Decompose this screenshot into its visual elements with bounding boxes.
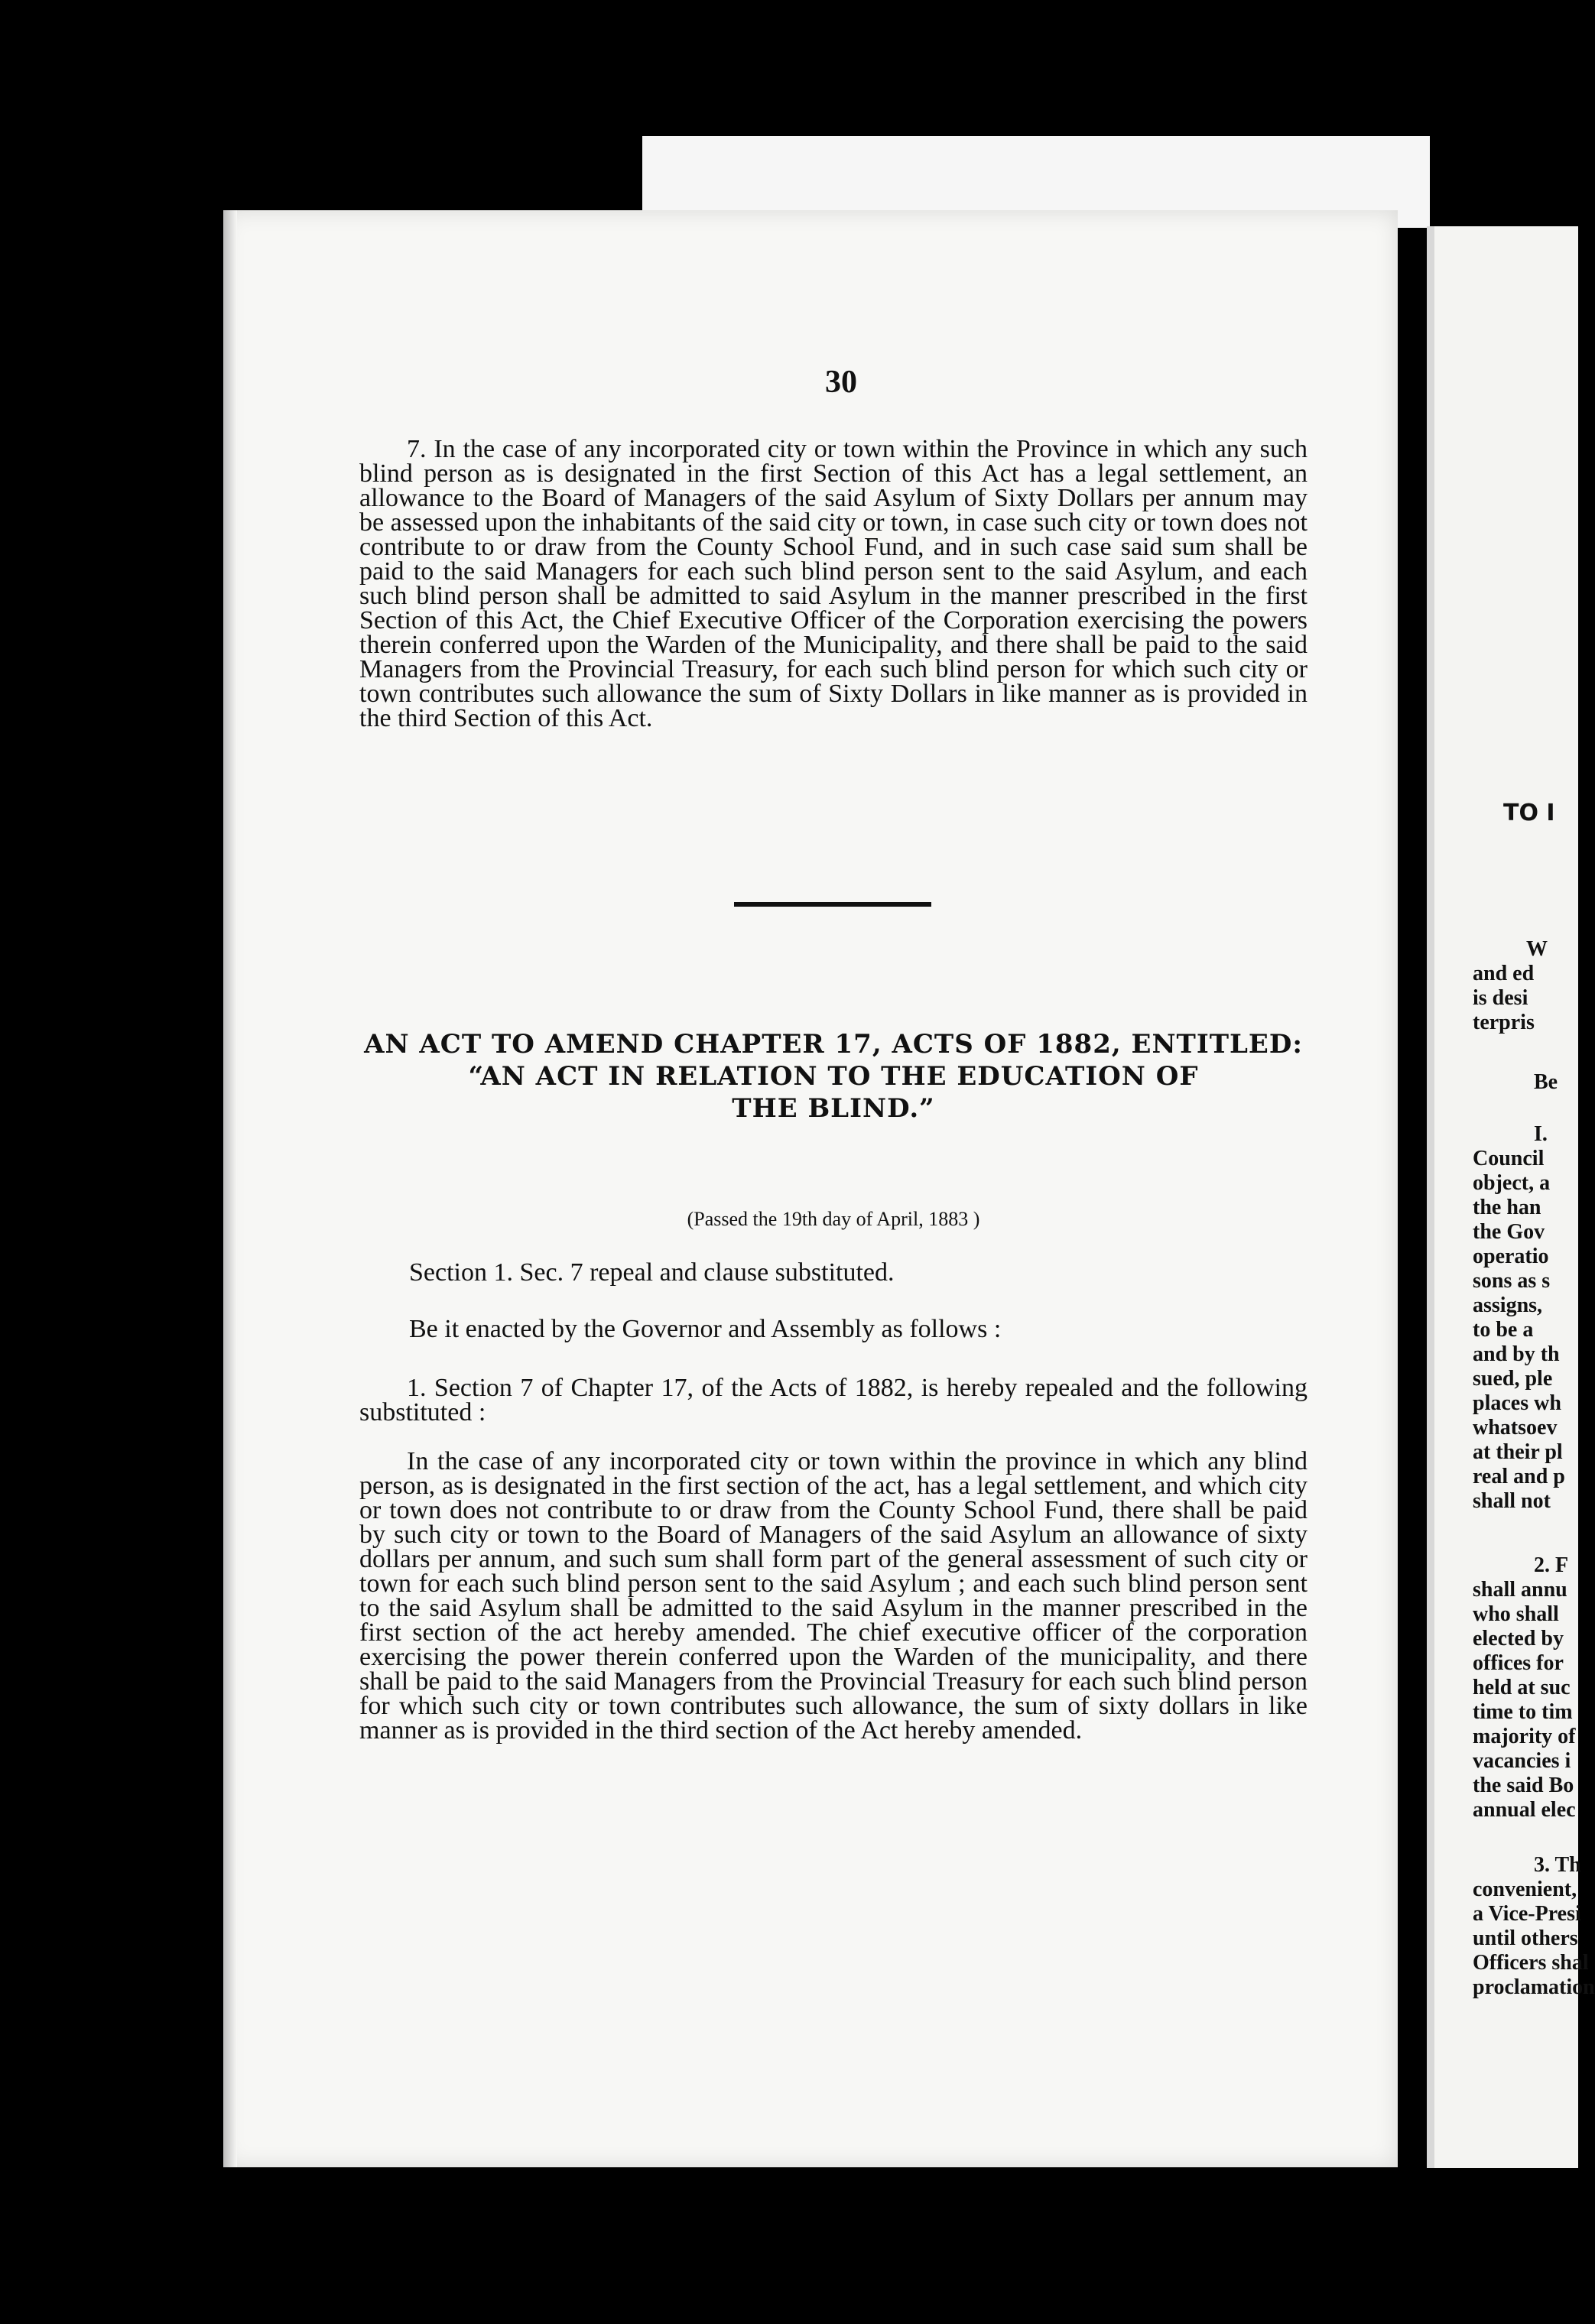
adjacent-line: at their pl xyxy=(1473,1440,1563,1464)
adjacent-line: offices for xyxy=(1473,1651,1564,1675)
adjacent-line: operatio xyxy=(1473,1245,1549,1268)
act-title-line-1: AN ACT TO AMEND CHAPTER 17, ACTS OF 1882, ENTITLED: xyxy=(364,1029,1303,1060)
adjacent-line: and ed xyxy=(1473,962,1535,985)
adjacent-line: proclamation xyxy=(1473,1975,1595,1999)
adjacent-block-3 xyxy=(1473,1553,1576,1823)
adjacent-line: sued, ple xyxy=(1473,1367,1553,1391)
adjacent-line: until others xyxy=(1473,1926,1578,1950)
adjacent-page-heading: TO I xyxy=(1503,800,1555,826)
adjacent-line: I. xyxy=(1534,1122,1548,1146)
adjacent-page xyxy=(1427,226,1595,2168)
adjacent-line: the han xyxy=(1473,1196,1541,1219)
adjacent-line: shall annu xyxy=(1473,1578,1567,1602)
adjacent-block-4 xyxy=(1473,1853,1595,2000)
adjacent-line: whatsoev xyxy=(1473,1416,1558,1440)
adjacent-block-2 xyxy=(1473,1122,1565,1514)
adjacent-line: annual elec xyxy=(1473,1798,1576,1822)
adjacent-line: places wh xyxy=(1473,1391,1561,1415)
adjacent-line: 2. F xyxy=(1534,1553,1569,1577)
adjacent-line: is desi xyxy=(1473,986,1528,1010)
adjacent-line: object, a xyxy=(1473,1171,1551,1195)
adjacent-line: and by th xyxy=(1473,1342,1560,1366)
adjacent-line: Council xyxy=(1473,1147,1545,1170)
adjacent-line: elected by xyxy=(1473,1627,1564,1650)
adjacent-line: convenient, xyxy=(1473,1878,1577,1901)
adjacent-line: real and p xyxy=(1473,1465,1565,1488)
adjacent-be: Be xyxy=(1534,1070,1558,1094)
adjacent-line: vacancies i xyxy=(1473,1749,1571,1773)
adjacent-line: time to tim xyxy=(1473,1700,1573,1724)
adjacent-line: the Gov xyxy=(1473,1220,1545,1244)
adjacent-line: the said Bo xyxy=(1473,1774,1574,1797)
adjacent-line: majority of xyxy=(1473,1725,1576,1748)
adjacent-line: terpris xyxy=(1473,1011,1535,1034)
clause-1: 1. Section 7 of Chapter 17, of the Acts of 1882, is hereby repealed and the following substituted : xyxy=(359,1374,1308,1427)
adjacent-line: a Vice-Presi xyxy=(1473,1902,1581,1926)
substituted-section: In the case of any incorporated city or town within the province in which any blind person, as is designated in the first section of the act, has a legal settlement, and which city or town does not contribute to or draw from the County School Fund, there shall be paid by such city or town to the Board of Managers of the said Asylum an allowance of sixty dollars per annum, and such sum shall form part of the general assessment of such city or town for each such blind person sent to the said Asylum ; and each such blind person sent to the said Asylum shall be admitted to the said Asylum in the manner prescribed in the first section of the act hereby amended. The chief executive officer of the corporation exercising the power therein conferred upon the Warden of the municipality, and there shall be paid to the said Managers from the Provincial Treasury for each such blind person for which such city or town contributes such allowance, the sum of sixty dollars in like manner as is provided in the third section of the Act hereby amended. xyxy=(359,1447,1308,1745)
section-7-paragraph: 7. In the case of any incorporated city or town within the Province in which any such blind person as is designated in the first Section of this Act has a legal settlement, an allowance to the Board of Managers of the said Asylum of Sixty Dollars per annum may be assessed upon the inhabitants of the said city or town, in case such city or town does not contribute to or draw from the County School Fund, and in such case said sum shall be paid to the said Managers for each such blind person sent to the said Asylum, and each such blind person shall be admitted to said Asylum in the manner prescribed in the first Section of this Act, the Chief Executive Officer of the Corporation exercising the powers therein conferred upon the Warden of the Municipality, and there shall be paid to the said Managers from the Provincial Treasury, for each such blind person for which such city or town contributes such allowance the sum of Sixty Dollars in like manner as is provided in the third Section of this Act. xyxy=(359,435,1308,732)
adjacent-line: held at suc xyxy=(1473,1676,1571,1699)
adjacent-line: to be a xyxy=(1473,1318,1534,1342)
adjacent-line: sons as s xyxy=(1473,1269,1551,1293)
adjacent-line: W xyxy=(1526,937,1548,961)
adjacent-line: assigns, xyxy=(1473,1293,1543,1317)
adjacent-line: Officers shal xyxy=(1473,1951,1589,1975)
page-number: 30 xyxy=(825,365,857,400)
act-title xyxy=(359,1028,1308,1125)
adjacent-line: shall not xyxy=(1473,1489,1551,1513)
adjacent-line: 3. Th xyxy=(1534,1853,1581,1877)
passed-date: (Passed the 19th day of April, 1883 ) xyxy=(687,1208,980,1230)
adjacent-line: who shall xyxy=(1473,1602,1559,1626)
act-title-line-3: THE BLIND.” xyxy=(732,1093,935,1124)
section-summary: Section 1. Sec. 7 repeal and clause substituted. xyxy=(409,1258,895,1287)
act-title-line-2: “AN ACT IN RELATION TO THE EDUCATION OF xyxy=(468,1061,1199,1092)
enacting-clause: Be it enacted by the Governor and Assembly as follows : xyxy=(409,1315,1002,1343)
section-divider xyxy=(734,902,931,907)
adjacent-block-1 xyxy=(1473,937,1548,1035)
